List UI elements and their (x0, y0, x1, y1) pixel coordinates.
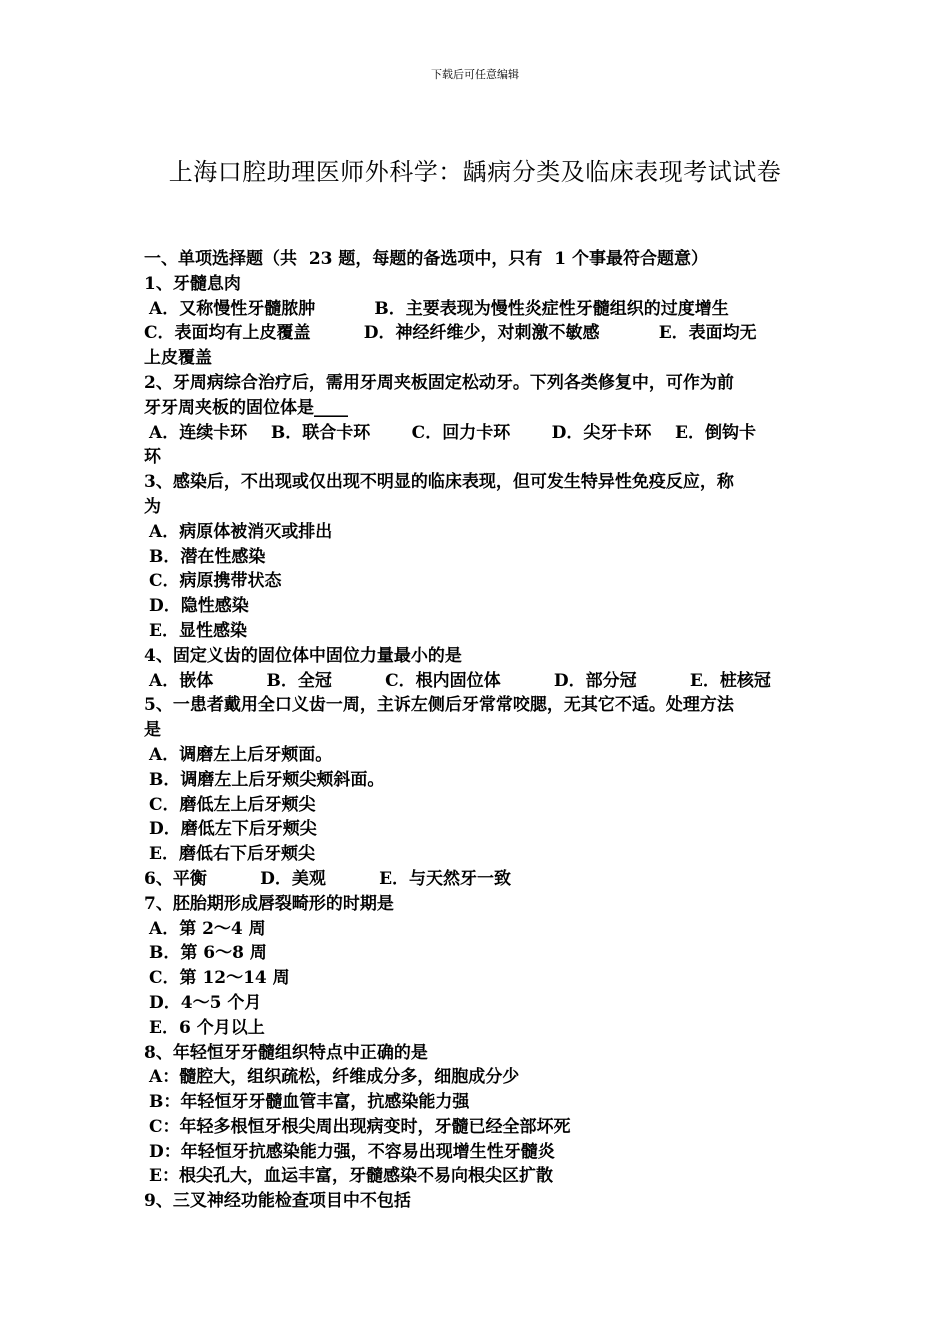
question-5-option: D．磨低左下后牙颊尖 (149, 819, 317, 840)
question-4-options: A．嵌体 B．全冠 C．根内固位体 D．部分冠 E．桩核冠 (149, 670, 771, 691)
header-note: 下载后可任意编辑 (431, 68, 519, 81)
question-7-option: A．第 2～4 周 (149, 918, 266, 939)
question-2-stem: 牙牙周夹板的固位体是____ (144, 397, 348, 418)
question-5-stem: 5、一患者戴用全口义齿一周，主诉左侧后牙常常咬腮，无其它不适。处理方法 (144, 695, 734, 716)
question-8-option: C：年轻多根恒牙根尖周出现病变时，牙髓已经全部坏死 (149, 1116, 571, 1137)
question-5-option: C．磨低左上后牙颊尖 (149, 794, 316, 815)
question-5-option: B．调磨左上后牙颊尖颊斜面。 (149, 769, 385, 790)
question-8-stem: 8、年轻恒牙牙髓组织特点中正确的是 (144, 1042, 428, 1063)
question-7-option: D．4～5 个月 (149, 992, 262, 1013)
question-3-option: C．病原携带状态 (149, 571, 282, 592)
question-5-option: A．调磨左上后牙颊面。 (149, 744, 333, 765)
section-heading: 一、单项选择题（共 23 题，每题的备选项中，只有 1 个事最符合题意） (144, 249, 708, 269)
question-7-stem: 7、胚胎期形成唇裂畸形的时期是 (144, 893, 394, 914)
question-2-options: A．连续卡环 B．联合卡环 C．回力卡环 D．尖牙卡环 E．倒钩卡 (149, 422, 756, 443)
question-8-option: B：年轻恒牙牙髓血管丰富，抗感染能力强 (149, 1092, 470, 1113)
question-3-stem: 为 (144, 496, 161, 517)
question-3-option: D．隐性感染 (149, 596, 249, 617)
question-8-option: E：根尖孔大，血运丰富，牙髓感染不易向根尖区扩散 (149, 1166, 553, 1187)
question-7-option: E．6 个月以上 (149, 1017, 265, 1038)
question-1-options: C．表面均有上皮覆盖 D．神经纤维少，对刺激不敏感 E．表面均无 (144, 323, 757, 344)
question-5-option: E．磨低右下后牙颊尖 (149, 844, 315, 865)
question-3-option: A．病原体被消灭或排出 (149, 521, 333, 542)
question-1-options: 上皮覆盖 (144, 348, 212, 369)
page-title: 上海口腔助理医师外科学：龋病分类及临床表现考试试卷 (168, 158, 782, 186)
question-3-option: E．显性感染 (149, 620, 247, 641)
question-1-options: A．又称慢性牙髓脓肿 B．主要表现为慢性炎症性牙髓组织的过度增生 (149, 298, 729, 319)
question-6-stem: 6、平衡 D．美观 E．与天然牙一致 (144, 868, 512, 889)
question-7-option: B．第 6～8 周 (149, 943, 267, 964)
question-4-stem: 4、固定义齿的固位体中固位力量最小的是 (144, 645, 462, 666)
question-7-option: C．第 12～14 周 (149, 968, 290, 989)
exam-body (144, 247, 808, 1214)
question-3-stem: 3、感染后，不出现或仅出现不明显的临床表现，但可发生特异性免疫反应，称 (144, 472, 734, 493)
question-8-option: A：髓腔大，组织疏松，纤维成分多，细胞成分少 (149, 1067, 520, 1088)
question-9-stem: 9、三叉神经功能检查项目中不包括 (144, 1191, 411, 1212)
question-3-option: B．潜在性感染 (149, 546, 266, 567)
question-1-stem: 1、牙髓息肉 (144, 273, 241, 294)
question-5-stem: 是 (144, 720, 161, 741)
question-8-option: D：年轻恒牙抗感染能力强，不容易出现增生性牙髓炎 (149, 1141, 555, 1162)
question-2-options: 环 (144, 447, 161, 468)
question-2-stem: 2、牙周病综合治疗后，需用牙周夹板固定松动牙。下列各类修复中，可作为前 (144, 372, 734, 393)
